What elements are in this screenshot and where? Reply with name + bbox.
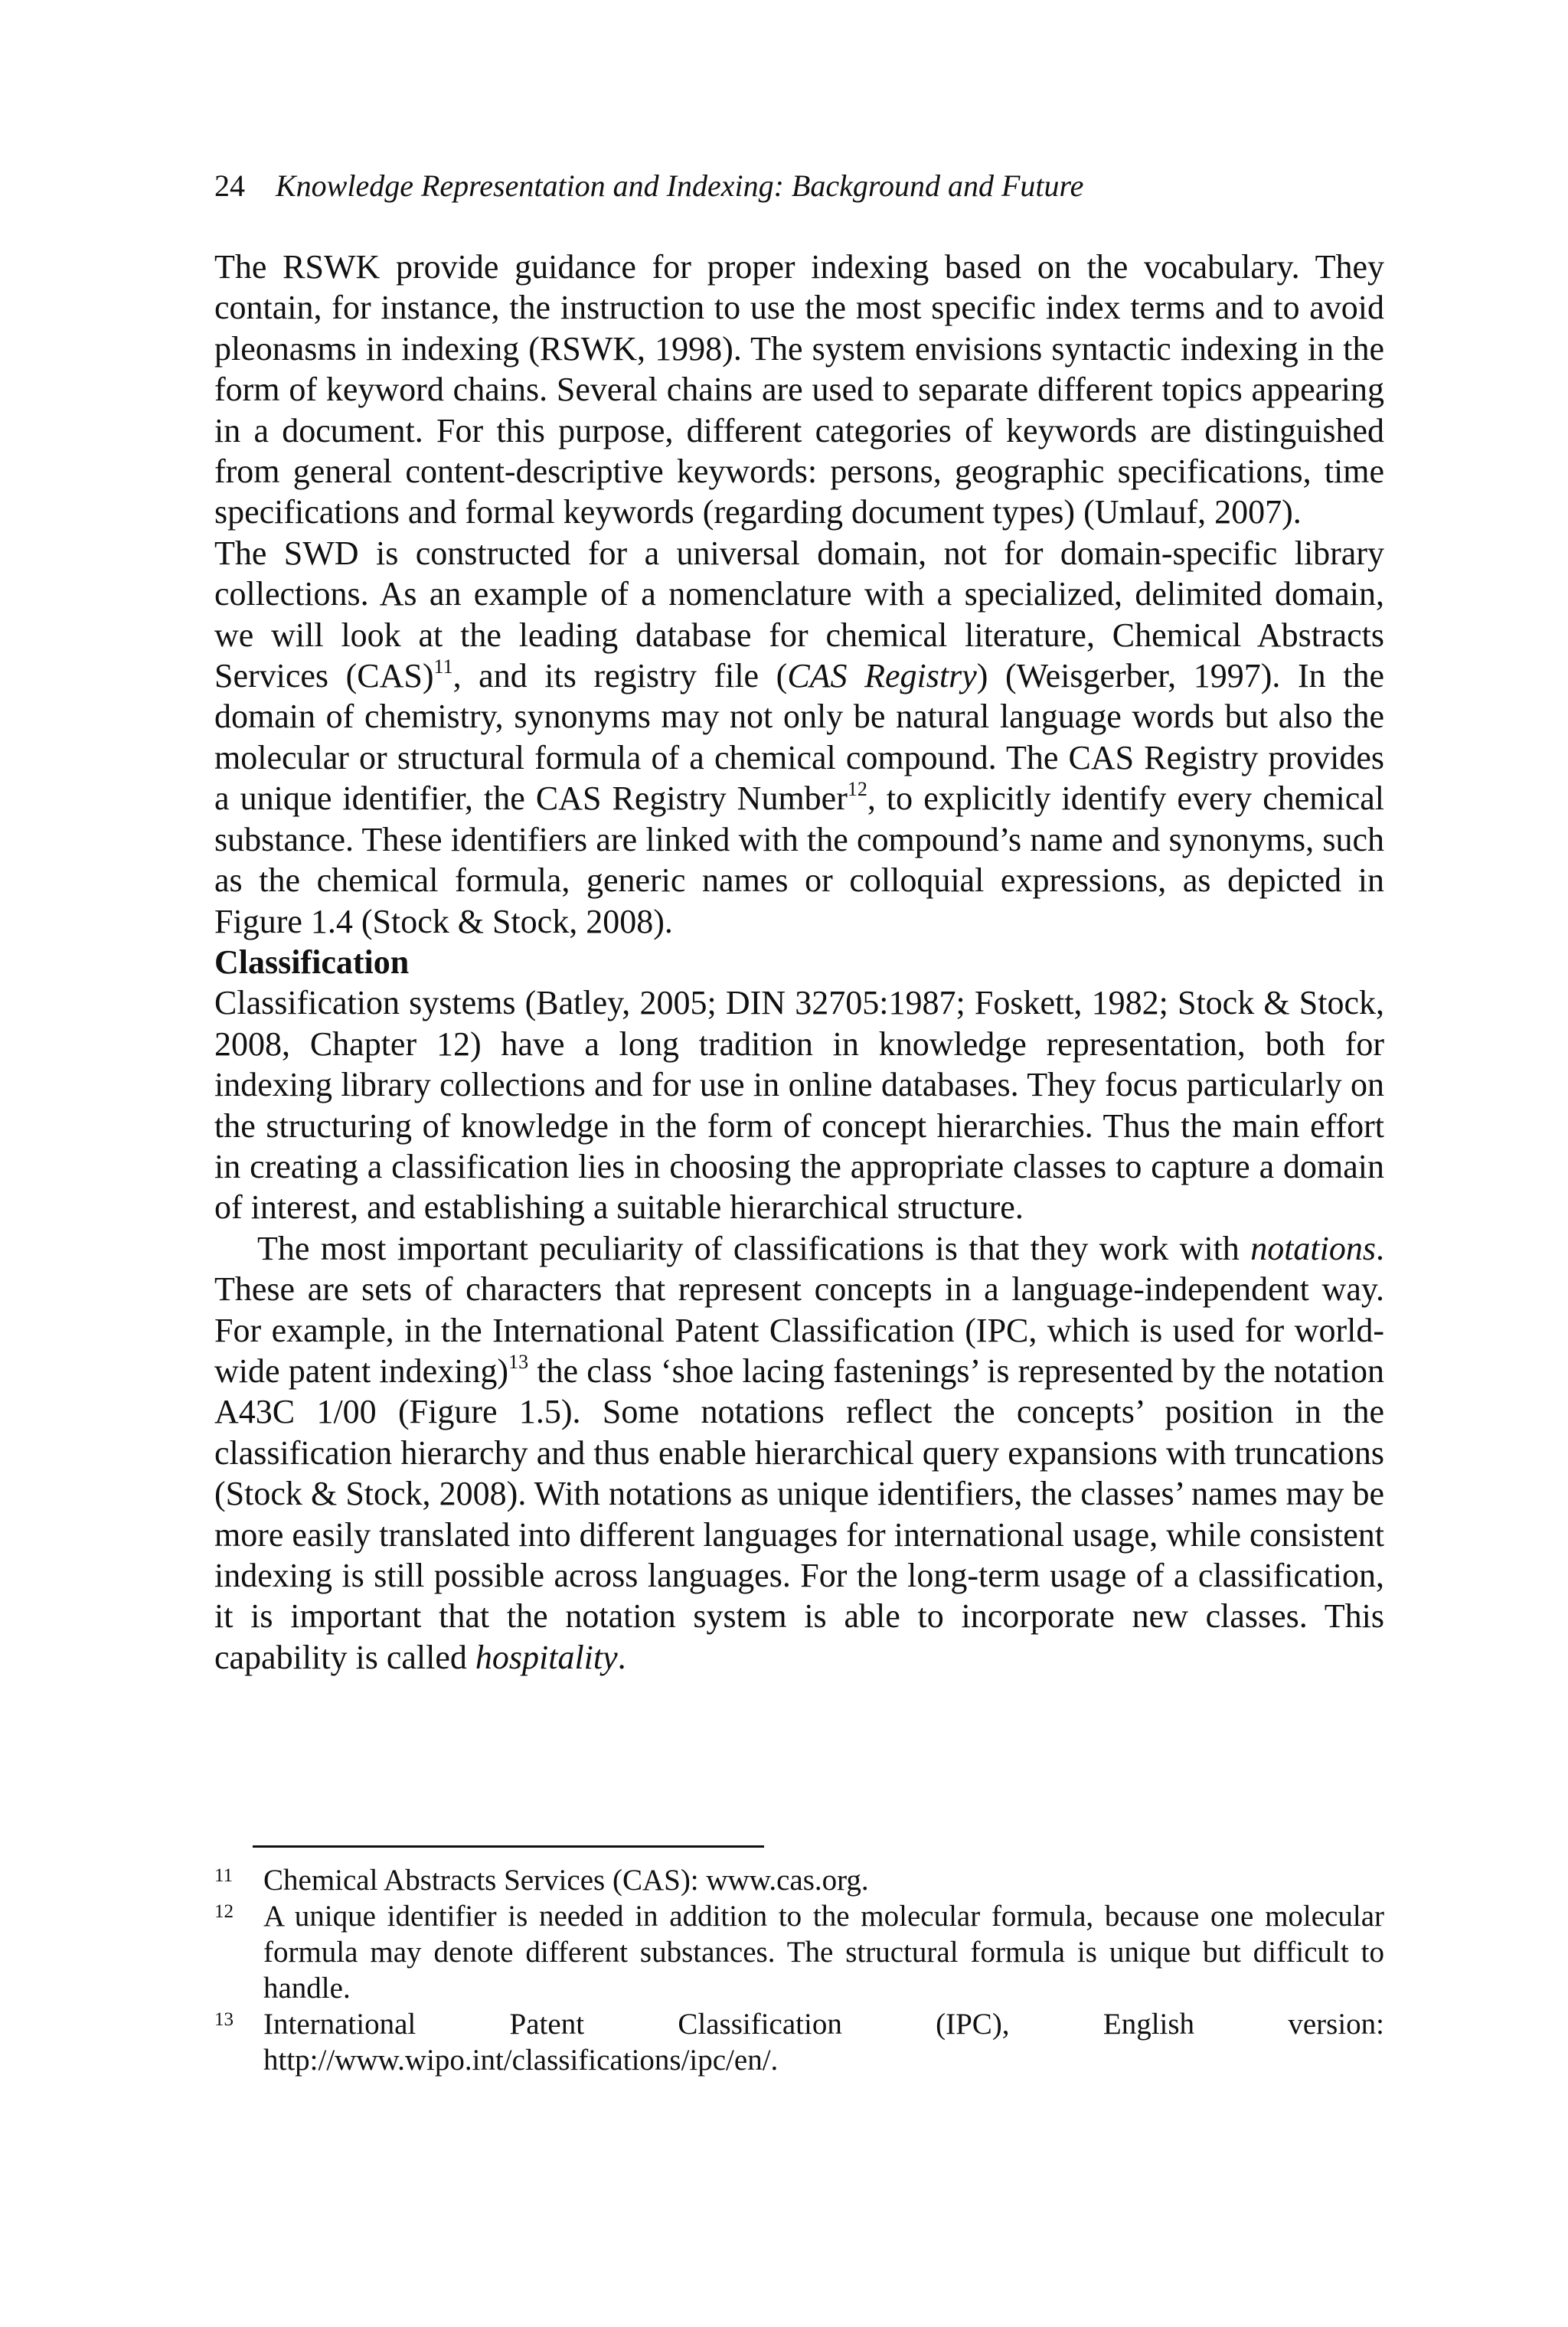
text-span: .: [617, 1638, 626, 1676]
footnotes: [214, 1862, 1384, 2078]
paragraph-swd: [214, 533, 1384, 942]
footnote-divider: [253, 1845, 764, 1848]
footnote-ref-13[interactable]: 13: [508, 1350, 529, 1373]
paragraph-classification-intro: Classification systems (Batley, 2005; DIN 32705:1987; Foskett, 1982; Stock & Stock, 2008, Chapter 12) have a long tradition in knowledge representation, both for indexing library collections and for use in online databases. They focus particularly on the structuring of knowledge in the form of concept hierarchies. Thus the main effort in creating a classification lies in choosing the appropriate classes to capture a domain of interest, and establishing a suitable hierarchical structure.: [214, 984, 1384, 1227]
page-number: 24: [214, 168, 245, 203]
italic-term: notations: [1250, 1229, 1376, 1267]
running-header: [214, 167, 1083, 205]
text-span: , and its registry file (: [452, 657, 788, 695]
footnote-11: [214, 1862, 1384, 1898]
main-text: [214, 247, 1384, 1678]
footnote-ref-12[interactable]: 12: [847, 778, 867, 801]
footnote-mark: 12: [214, 1901, 234, 1922]
footnote-text: International Patent Classification (IPC), English version: http://www.wipo.int/classifications/ipc/en/.: [263, 2008, 1384, 2077]
text-span: ) (Weisgerber, 1997). In the domain of chemistry, synonyms may not only be natural language words but also the molecular or structural formula of a chemical compound. The CAS Registry provides a unique identifier, the CAS Registry Number: [214, 657, 1384, 818]
footnote-ref-11[interactable]: 11: [433, 655, 453, 678]
text-span: . These are sets of characters that represent concepts in a language-independent way. For example, in the International Patent Classification (IPC, which is used for world-wide patent indexing): [214, 1229, 1384, 1390]
paragraph-rswk: The RSWK provide guidance for proper indexing based on the vocabulary. They contain, for instance, the instruction to use the most specific index terms and to avoid pleonasms in indexing (RSWK, 1998). The system envisions syntactic indexing in the form of keyword chains. Several chains are used to separate different topics appearing in a document. For this purpose, different categories of keywords are distinguished from general content-descriptive keywords: persons, geographic specifications, time specifications and formal keywords (regarding document types) (Umlauf, 2007).: [214, 248, 1384, 531]
footnote-mark: 11: [214, 1865, 234, 1886]
footnote-mark: 13: [214, 2009, 234, 2030]
italic-term: hospitality: [475, 1638, 618, 1676]
running-title: Knowledge Representation and Indexing: Background and Future: [276, 168, 1084, 203]
footnote-13: [214, 2006, 1384, 2078]
section-heading: Classification: [214, 943, 410, 981]
footnote-text: Chemical Abstracts Services (CAS): www.cas.org.: [263, 1864, 869, 1897]
text-span: The most important peculiarity of classifications is that they work with: [257, 1229, 1251, 1267]
text-span: , to explicitly identify every chemical substance. These identifiers are linked with the compound’s name and synonyms, such as the chemical formula, generic names or colloquial expressions, as depicted in Figure 1.4 (Stock & Stock, 2008).: [214, 779, 1384, 940]
text-span: The SWD is constructed for a universal domain, not for domain-specific library collections. As an example of a nomenclature with a specialized, delimited domain, we will look at the leading database for chemical literature, Chemical Abstracts Services (CAS): [214, 534, 1384, 695]
footnote-text: A unique identifier is needed in addition to the molecular formula, because one molecular formula may denote different substances. The structural formula is unique but difficult to handle.: [263, 1900, 1384, 2005]
footnote-12: [214, 1898, 1384, 2006]
text-span: the class ‘shoe lacing fastenings’ is represented by the notation A43C 1/00 (Figure 1.5). Some notations reflect the concepts’ position in the classification hierarchy and thus enable hierarchical query expansions with truncations (Stock & Stock, 2008). With notations as unique identifiers, the classes’ names may be more easily translated into different languages for international usage, while consistent indexing is still possible across languages. For the long-term usage of a classification, it is important that the notation system is able to incorporate new classes. This capability is called: [214, 1351, 1384, 1676]
paragraph-notations: [214, 1228, 1384, 1678]
italic-term: CAS Registry: [787, 657, 977, 695]
